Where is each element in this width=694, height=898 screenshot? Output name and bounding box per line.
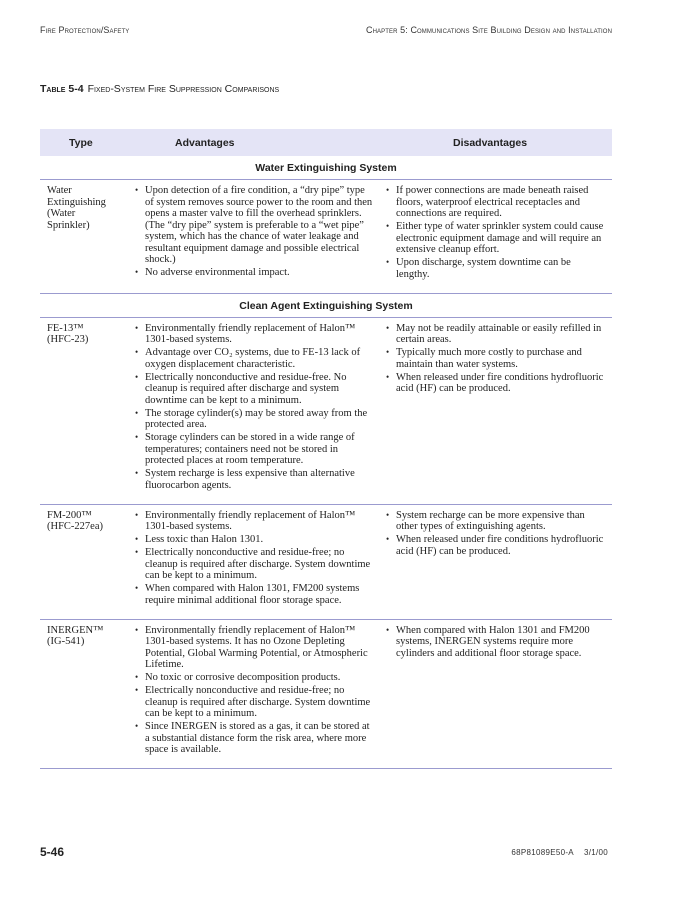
- bullet-item: • If power connections are made beneath raised floors, waterproof electrical receptacles and connections are required.: [386, 185, 606, 220]
- bullet-item: • Electrically nonconductive and residue-free; no cleanup is required after discharge. System downtime can be kept to a minimum.: [135, 547, 375, 582]
- section-row: [40, 156, 612, 180]
- type-line: Water: [47, 185, 72, 196]
- advantages-cell: [135, 317, 381, 504]
- type-line: FE-13™: [47, 322, 84, 334]
- running-header-chapter: Chapter 5: Communications Site Building Design and Installation: [366, 25, 612, 35]
- bullet-item: • Environmentally friendly replacement of Halon™ 1301-based systems. It has no Ozone Depleting Potential, Global Warming Potential, or Atmospheric Lifetime.: [135, 625, 375, 671]
- section-title: Clean Agent Extinguishing System: [40, 293, 612, 317]
- disadvantages-cell: [381, 180, 612, 294]
- type-line: (IG-541): [47, 636, 85, 647]
- table-row: [40, 504, 612, 619]
- bullet-item: • When released under fire conditions hydrofluoric acid (HF) can be produced.: [386, 534, 606, 557]
- disadvantages-cell: [381, 317, 612, 504]
- disadvantages-list: [381, 510, 612, 558]
- disadvantages-list: [381, 625, 612, 660]
- type-line: Sprinkler): [47, 219, 90, 231]
- doc-number: 68P81089E50-A: [511, 848, 574, 857]
- disadvantages-list: [381, 185, 612, 280]
- table-caption: [40, 83, 279, 95]
- doc-date: 3/1/00: [583, 848, 608, 857]
- bullet-item: • When released under fire conditions hydrofluoric acid (HF) can be produced.: [386, 372, 606, 395]
- running-header-section: Fire Protection/Safety: [40, 25, 130, 35]
- advantages-list: [135, 625, 381, 756]
- bullet-item: • Upon detection of a fire condition, a “dry pipe” type of system removes source power to the room and then opens a master valve to fill the overhead sprinklers. (The “dry pipe” system is preferable to a “wet pipe” system, which has the chance of water leakage and resultant equipment damage and possible electrical shock.): [135, 185, 375, 266]
- advantages-list: [135, 185, 381, 279]
- column-header-advantages: Advantages: [135, 129, 381, 156]
- type-line: (Water: [47, 208, 76, 219]
- section-row: [40, 293, 612, 317]
- bullet-item: • Since INERGEN is stored as a gas, it can be stored at a substantial distance form the risk area, where more space is available.: [135, 721, 375, 756]
- disadvantages-cell: [381, 504, 612, 619]
- advantages-cell: [135, 619, 381, 769]
- bullet-item: • Either type of water sprinkler system could cause electronic equipment damage and will require an extensive cleanup effort.: [386, 221, 606, 256]
- type-line: Extinguishing: [47, 196, 106, 208]
- bullet-item: • Environmentally friendly replacement of Halon™ 1301-based systems.: [135, 323, 375, 346]
- bullet-item: • Upon discharge, system downtime can be lengthy.: [386, 257, 606, 280]
- type-line: (HFC-23): [47, 334, 89, 345]
- table-row: [40, 619, 612, 769]
- bullet-item: • Less toxic than Halon 1301.: [135, 534, 375, 546]
- bullet-item: • System recharge is less expensive than alternative fluorocarbon agents.: [135, 468, 375, 491]
- bullet-item: • Typically much more costly to purchase and maintain than water systems.: [386, 347, 606, 370]
- table-header-row: [40, 129, 612, 156]
- bullet-item: • No adverse environmental impact.: [135, 267, 375, 279]
- comparison-table: [40, 129, 612, 769]
- advantages-list: [135, 510, 381, 607]
- column-header-disadvantages: Disadvantages: [381, 129, 612, 156]
- table-row: [40, 180, 612, 294]
- type-cell: [40, 504, 135, 619]
- table-row: [40, 317, 612, 504]
- bullet-item: • System recharge can be more expensive than other types of extinguishing agents.: [386, 510, 606, 533]
- bullet-item: • When compared with Halon 1301 and FM200 systems, INERGEN systems require more cylinders and additional floor storage space.: [386, 625, 606, 660]
- bullet-item: • Electrically nonconductive and residue-free; no cleanup is required after discharge. System downtime can be kept to a minimum.: [135, 685, 375, 720]
- bullet-item: • Environmentally friendly replacement of Halon™ 1301-based systems.: [135, 510, 375, 533]
- bullet-item: • No toxic or corrosive decomposition products.: [135, 672, 375, 684]
- disadvantages-list: [381, 323, 612, 395]
- bullet-item: • When compared with Halon 1301, FM200 systems require minimal additional floor storage space.: [135, 583, 375, 606]
- document-id: [511, 848, 608, 857]
- type-cell: [40, 619, 135, 769]
- advantages-cell: [135, 504, 381, 619]
- page-number: 5-46: [40, 845, 65, 859]
- bullet-item: • Advantage over CO₂ systems, due to FE-13 lack of oxygen displacement characteristic.: [135, 347, 375, 370]
- column-header-type: Type: [40, 129, 135, 156]
- bullet-item: • May not be readily attainable or easily refilled in certain areas.: [386, 323, 606, 346]
- type-line: INERGEN™: [47, 624, 104, 636]
- section-title: Water Extinguishing System: [40, 156, 612, 180]
- bullet-item: • Electrically nonconductive and residue-free. No cleanup is required after discharge and system downtime can be kept to a minimum.: [135, 372, 375, 407]
- table-title: Fixed-System Fire Suppression Comparisons: [87, 83, 280, 95]
- type-line: FM-200™: [47, 509, 92, 521]
- type-cell: [40, 317, 135, 504]
- type-line: (HFC-227ea): [47, 521, 103, 532]
- table-label: Table 5-4: [40, 83, 84, 95]
- advantages-list: [135, 323, 381, 492]
- bullet-item: • Storage cylinders can be stored in a wide range of temperatures; containers need not be stored in protected places at room temperature.: [135, 432, 375, 467]
- advantages-cell: [135, 180, 381, 294]
- bullet-item: • The storage cylinder(s) may be stored away from the protected area.: [135, 408, 375, 431]
- type-cell: [40, 180, 135, 294]
- disadvantages-cell: [381, 619, 612, 769]
